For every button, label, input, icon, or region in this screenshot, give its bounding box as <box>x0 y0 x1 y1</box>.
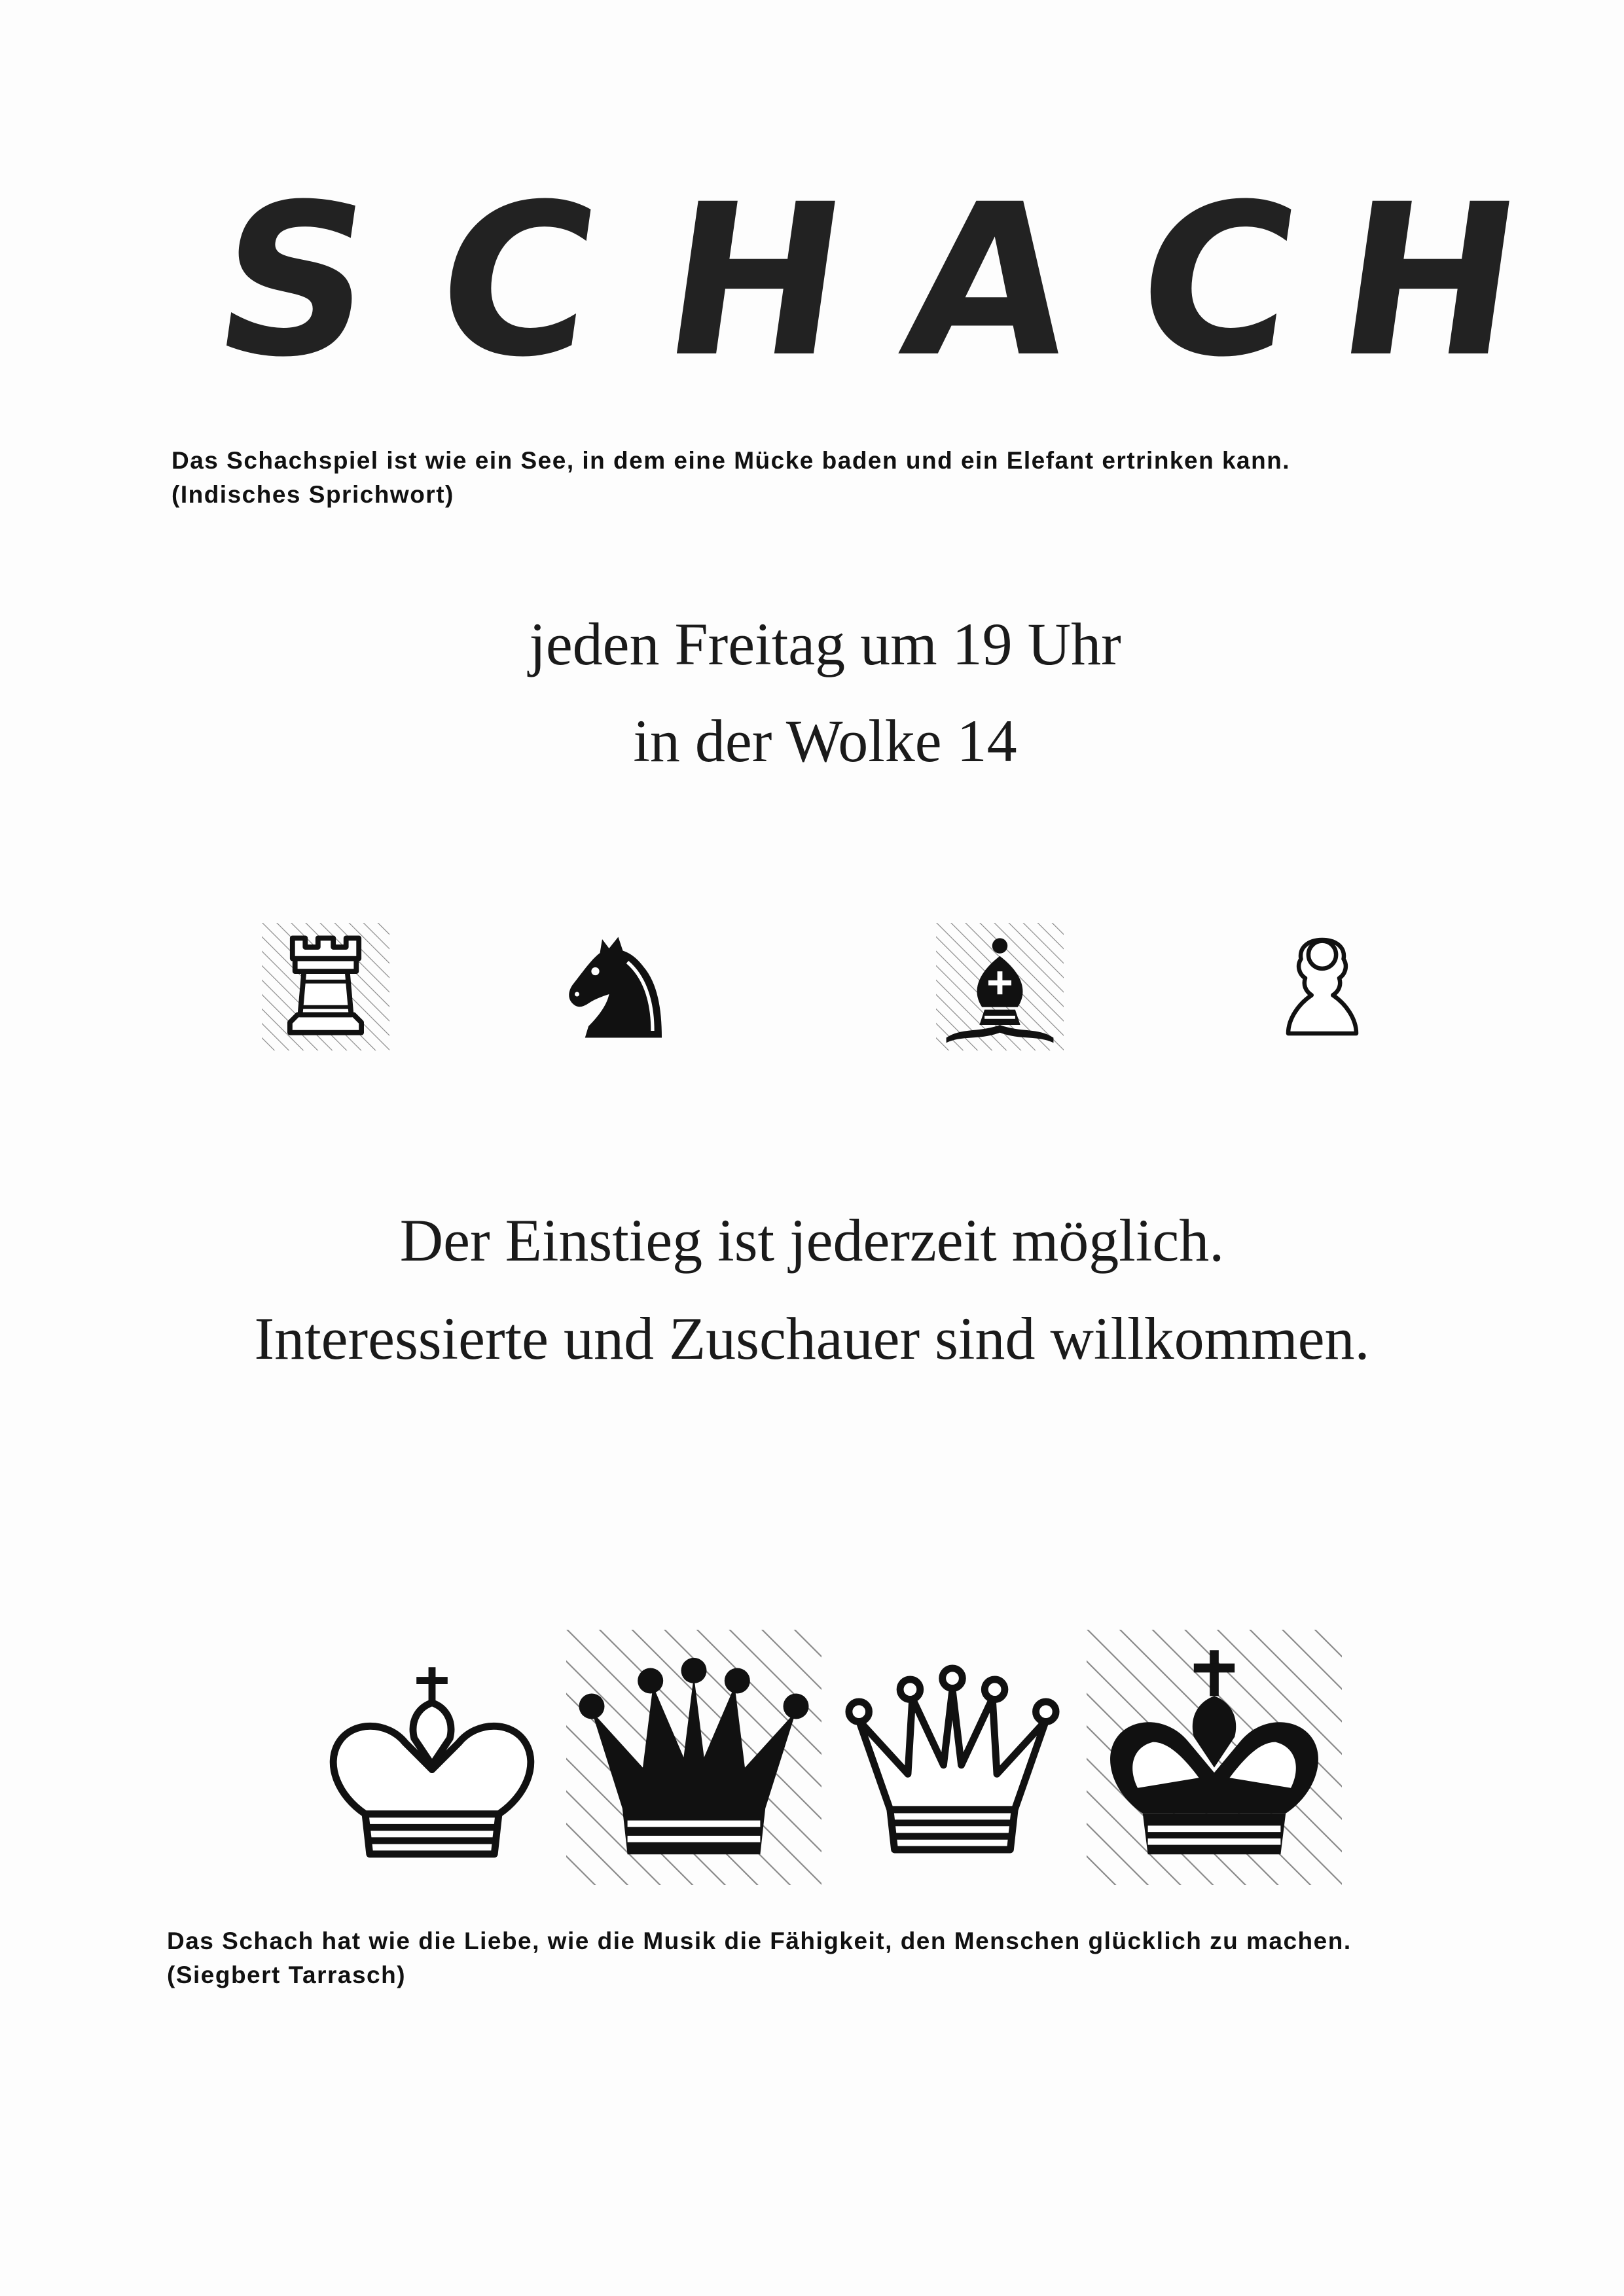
title-letter: C <box>1123 160 1312 403</box>
knight-icon <box>556 926 671 1044</box>
schedule-line-1: jeden Freitag um 19 Uhr <box>529 611 1121 677</box>
rook-icon <box>262 923 389 1050</box>
king-black-icon <box>1087 1630 1342 1885</box>
title-letter: C <box>423 160 611 403</box>
title-letter: H <box>650 160 860 403</box>
poster-title <box>196 160 1534 403</box>
schedule-block <box>0 596 1624 789</box>
queen-icon <box>566 1630 821 1885</box>
bishop-icon <box>936 923 1064 1050</box>
invite-block <box>0 1191 1624 1388</box>
title-letter: H <box>1324 160 1534 403</box>
title-letter: S <box>202 160 388 403</box>
quote-bottom-source: (Siegbert Tarrasch) <box>167 1962 406 1988</box>
quote-bottom-text: Das Schach hat wie die Liebe, wie die Musik die Fähigkeit, den Menschen glücklich zu machen. <box>167 1928 1352 1954</box>
invite-line-1: Der Einstieg ist jederzeit möglich. <box>399 1207 1225 1274</box>
title-letter: A <box>890 160 1087 403</box>
invite-line-2: Interessierte und Zuschauer sind willkommen. <box>254 1305 1370 1372</box>
quote-top-source: (Indisches Sprichwort) <box>171 481 454 508</box>
quote-top <box>171 444 1290 512</box>
king-icon <box>321 1649 543 1872</box>
quote-bottom <box>167 1924 1352 1992</box>
queen-outline-icon <box>841 1649 1064 1872</box>
pawn-icon <box>1280 933 1365 1041</box>
quote-top-text: Das Schachspiel ist wie ein See, in dem eine Mücke baden und ein Elefant ertrinken kann. <box>171 447 1291 474</box>
schedule-line-2: in der Wolke 14 <box>633 708 1017 774</box>
